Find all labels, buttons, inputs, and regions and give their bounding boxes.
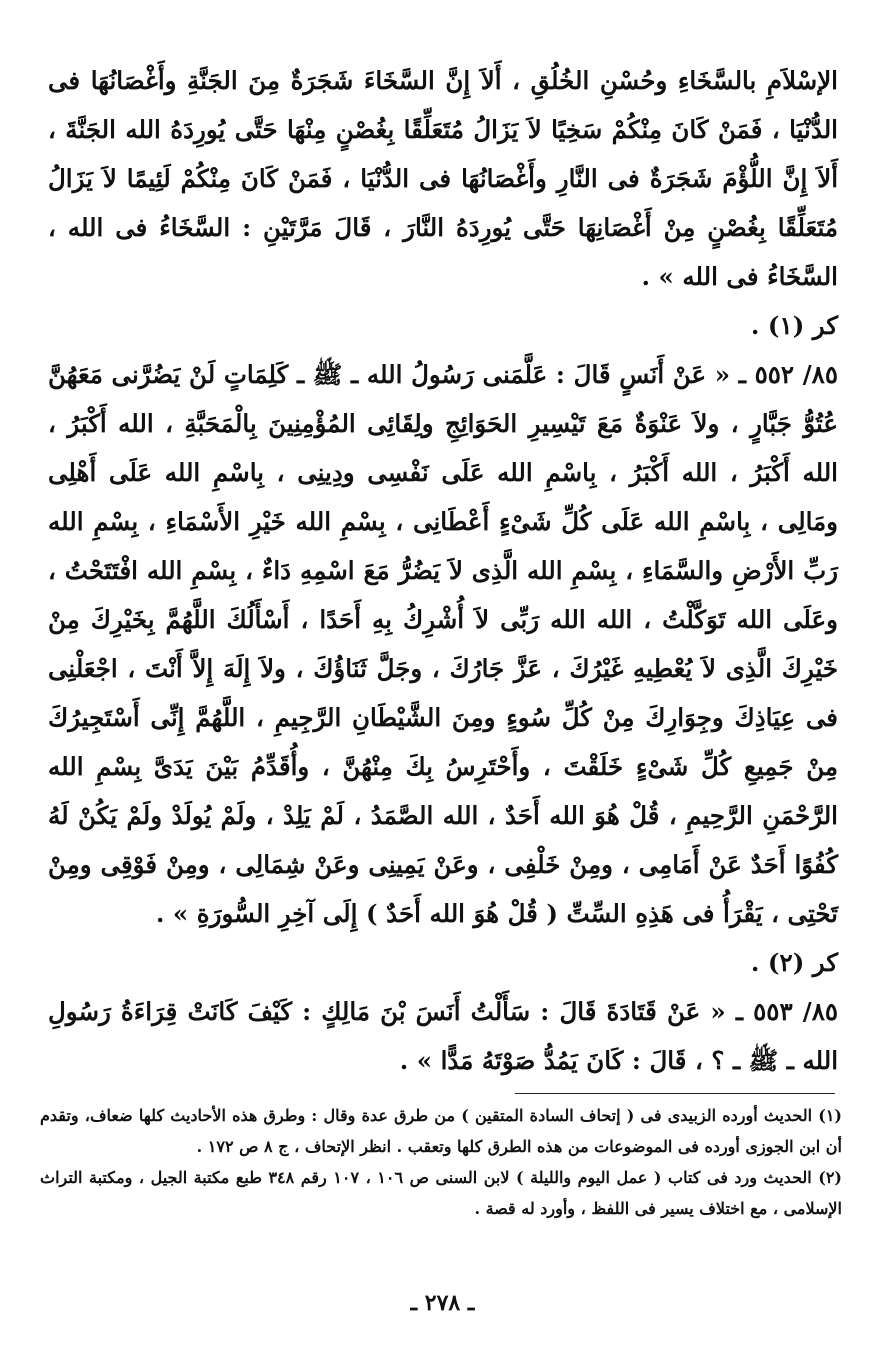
hadith-551-continuation: الإسْلاَمِ بالسَّخَاءِ وحُسْنِ الخُلُقِ ، أَلاَ إِنَّ السَّخَاءَ شَجَرَةٌ مِنَ الجَنَّةِ وأَغْصَانُهَا فى الدُّنْيَا ، فَمَنْ كَانَ مِنْكُمْ سَخِيًا لاَ يَزَالُ مُتَعَلِّقًا بِغُصْنٍ مِنْهَا حَتَّى يُورِدَهُ الله الجَنَّةَ ، أَلاَ إِنَّ اللُّؤْمَ شَجَرَةٌ فى النَّارِ وأَغْصَانُهَا فى الدُّنْيَا ، فَمَنْ كَانَ مِنْكُمْ لَئِيمًا لاَ يَزَالُ مُتَعَلِّقًا بِغُصْنٍ مِنْ أَغْصَانِهَا حَتَّى يُورِدَهُ النَّارَ ، قَالَ مَرَّتَيْنِ : السَّخَاءُ فى الله ، السَّخَاءُ فى الله » . — [48, 66, 838, 291]
footnotes — [40, 1100, 842, 1224]
footnote-1: (١) الحديث أورده الزبيدى فى ( إتحاف السادة المتقين ) من طرق عدة وقال : وطرق هذه الأحاديث كلها ضعاف، وتقدم أن ابن الجوزى أورده فى الموضوعات من هذه الطرق كلها وتعقب . انظر الإتحاف ، ج ٨ ص ١٧٢ . — [40, 1106, 842, 1156]
reference-kr-2: كر (٢) . — [750, 948, 838, 977]
hadith-552: ٨٥/ ٥٥٢ ـ « عَنْ أَنَسٍ قَالَ : عَلَّمَنى رَسُولُ الله ـ ﷺ ـ كَلِمَاتٍ لَنْ يَضُرَّنى مَعَهُنَّ عُتُوُّ جَبَّارٍ ، ولاَ عَنْوَةٌ مَعَ تَيْسِيرِ الحَوَائِجِ ولِقَائِى المُؤْمِنِينَ بِالْمَحَبَّةِ ، الله أَكْبَرُ ، الله أَكْبَرُ ، الله أَكْبَرُ ، بِاسْمِ الله عَلَى نَفْسِى ودِينِى ، بِاسْمِ الله عَلَى أَهْلِى ومَالِى ، بِاسْمِ الله عَلَى كُلِّ شَىْءٍ أَعْطَانِى ، بِسْمِ الله خَيْرِ الأَسْمَاءِ ، بِسْمِ الله رَبِّ الأَرْضِ والسَّمَاءِ ، بِسْمِ الله الَّذِى لاَ يَضُرُّ مَعَ اسْمِهِ دَاءٌ ، بِسْمِ الله افْتَتَحْتُ ، وعَلَى الله تَوَكَّلْتُ ، الله الله رَبِّى لاَ أُشْرِكُ بِهِ أَحَدًا ، أَسْأَلُكَ اللَّهُمَّ بِخَيْرِكَ مِنْ خَيْرِكَ الَّذِى لاَ يُعْطِيهِ غَيْرُكَ ، عَزَّ جَارُكَ ، وجَلَّ ثَنَاؤُكَ ، ولاَ إِلَهَ إِلاَّ أَنْتَ ، اجْعَلْنِى فى عِيَاذِكَ وجِوَارِكَ مِنْ كُلِّ سُوءٍ ومِنَ الشَّيْطَانِ الرَّجِيمِ ، اللَّهُمَّ إِنِّى أَسْتَجِيرُكَ مِنْ جَمِيعِ كُلِّ شَىْءٍ خَلَقْتَ ، وأَحْتَرِسُ بِكَ مِنْهُنَّ ، وأُقَدِّمُ بَيْنَ يَدَىَّ بِسْمِ الله الرَّحْمَنِ الرَّحِيمِ ، قُلْ هُوَ الله أَحَدٌ ، الله الصَّمَدُ ، لَمْ يَلِدْ ، ولَمْ يُولَدْ ولَمْ يَكُنْ لَهُ كُفُوًا أَحَدٌ عَنْ أَمَامِى ، ومِنْ خَلْفِى ، وعَنْ يَمِينِى وعَنْ شِمَالِى ، ومِنْ فَوْقِى ومِنْ تَحْتِى ، يَقْرَأُ فى هَذِهِ السِّتِّ ( قُلْ هُوَ الله أَحَدٌ ) إِلَى آخِرِ السُّورَةِ » . — [48, 360, 838, 928]
footnote-separator — [515, 1093, 835, 1094]
main-text-body — [48, 56, 838, 1085]
footnote-2: (٢) الحديث ورد فى كتاب ( عمل اليوم والليلة ) لابن السنى ص ١٠٦ ، ١٠٧ رقم ٣٤٨ طبع مكتبة الجيل ، ومكتبة التراث الإسلامى ، مع اختلاف يسير فى اللفظ ، وأورد له قصة . — [40, 1168, 842, 1218]
hadith-553: ٨٥/ ٥٥٣ ـ « عَنْ قَتَادَةَ قَالَ : سَأَلْتُ أَنَسَ بْنَ مَالِكٍ : كَيْفَ كَانَتْ قِرَاءَةُ رَسُولِ الله ـ ﷺ ـ ؟ ، قَالَ : كَانَ يَمُدُّ صَوْتَهُ مَدًّا » . — [48, 997, 839, 1075]
page-number: ـ ٢٧٨ ـ — [410, 1290, 475, 1316]
reference-kr-1: كر (١) . — [750, 311, 838, 340]
